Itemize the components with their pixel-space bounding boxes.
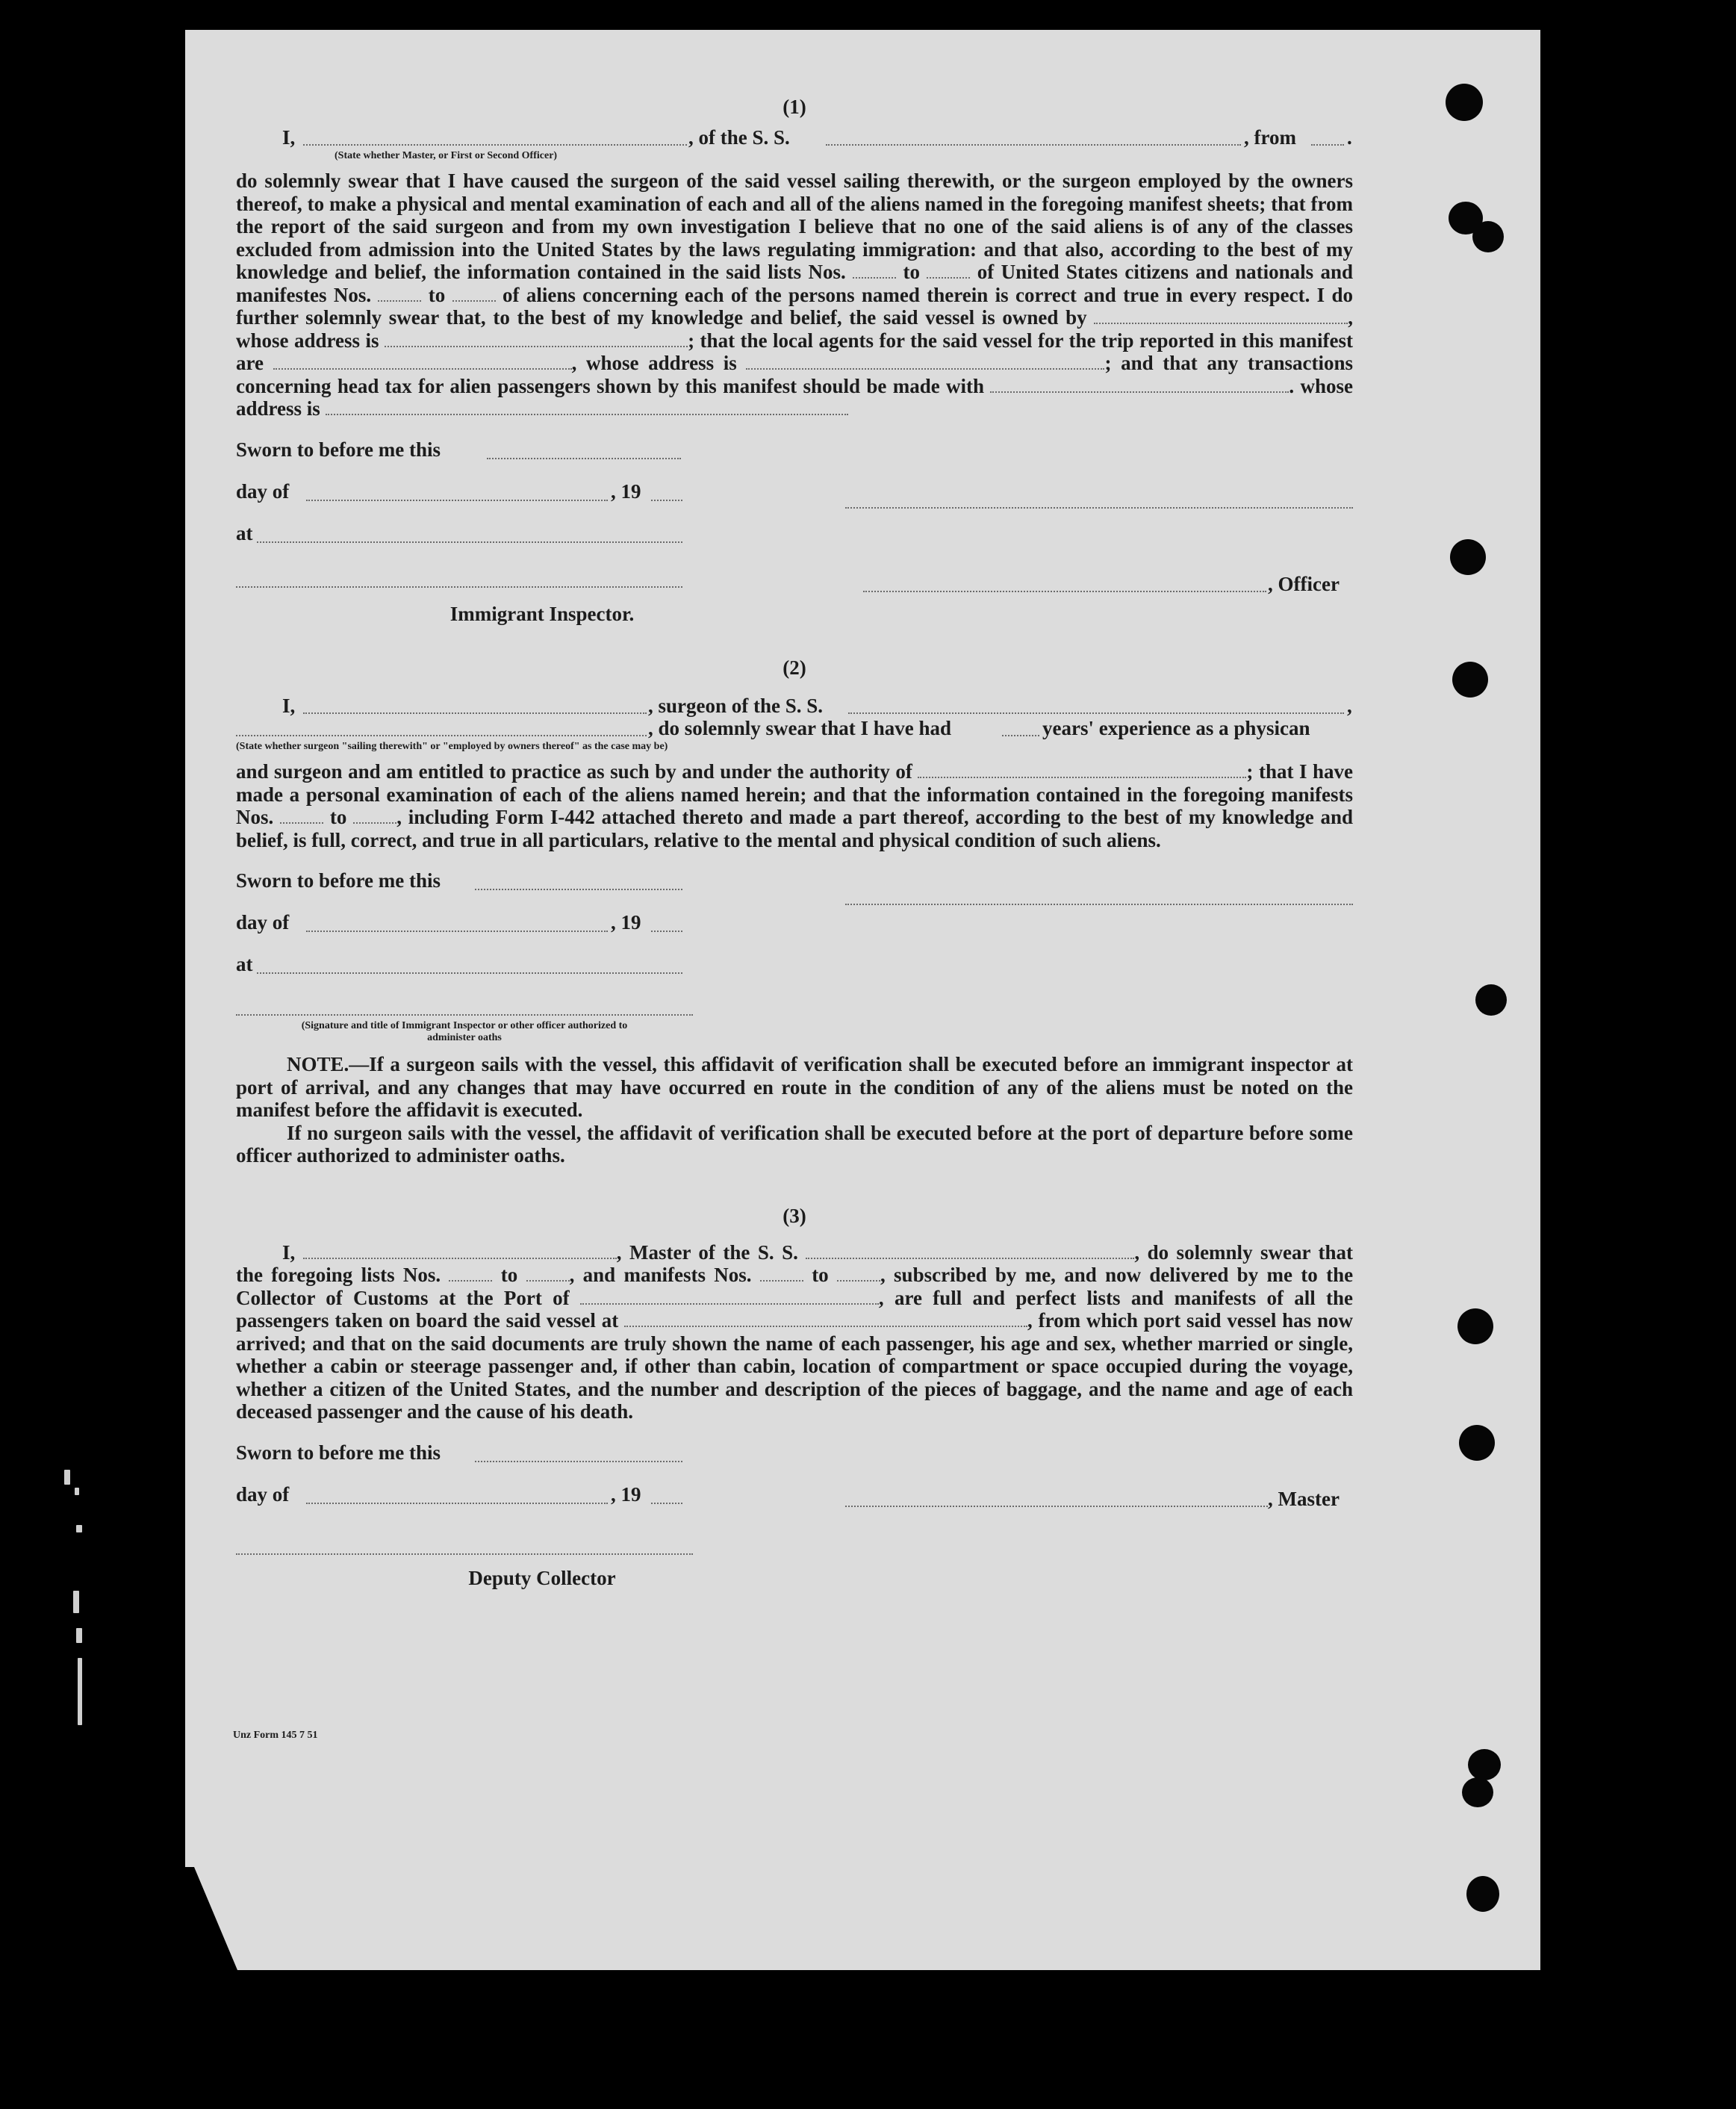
section-3-sworn-block: Sworn to before me this day of , 19 , Master [236, 1441, 1353, 1568]
deputy-collector-label: Deputy Collector [468, 1566, 616, 1589]
note-paragraph-2: If no surgeon sails with the vessel, the affidavit of verification shall be executed before at the port of departure before some officer authorized to administer oaths. [236, 1121, 1353, 1167]
section-2-heading: (2) [783, 656, 806, 679]
section-1-heading: (1) [783, 96, 806, 118]
immigrant-inspector-label: Immigrant Inspector. [449, 602, 635, 625]
master-manifests-to-field[interactable] [837, 1264, 880, 1282]
master-vessel-field[interactable] [806, 1241, 1134, 1259]
section-1-body: do solemnly swear that I have caused the surgeon of the said vessel sailing therewith, or the surgeon employed by the owners thereof, to make a physical and mental examination of each and all of the aliens named in the foregoing manifest sheets; that from the report of the said surgeon and from my own investigation I believe that no one of the said aliens is of any of the classes excluded from admission into the United States by the laws regulating immigration: and that also, according to the best of my knowledge and belief, the information contained in the said lists Nos. to of United States citizens and nationals and manifestes Nos. to of aliens concerning each of the persons named therein is correct and true in every respect. I do further solemnly swear that, to the best of my knowledge and belief, the said vessel is owned by , whose address is ; that the local agents for the said vessel for the trip reported in this manifest are , whose address is ; and that any transactions concerning head tax for alien passengers shown by this manifest should be made with . whose address is [236, 170, 1354, 420]
local-agents-field[interactable] [273, 352, 572, 370]
section-2-line1: I, , surgeon of the S. S. , [282, 695, 1352, 717]
punch-hole [1468, 1749, 1501, 1780]
master-signature-line[interactable] [845, 1504, 1268, 1507]
surgeon-name-field[interactable] [303, 711, 647, 714]
master-sworn-year-field[interactable] [651, 1501, 682, 1504]
surgeon-sworn-year-field[interactable] [651, 929, 682, 932]
master-name-field[interactable] [303, 1241, 617, 1259]
officer-signature-line[interactable] [845, 506, 1353, 509]
scan-mark [78, 1658, 82, 1725]
scan-mark [64, 1470, 70, 1485]
affidavit-form [236, 96, 1353, 1589]
sworn-year-field[interactable] [651, 498, 682, 501]
lists-to-field[interactable] [927, 261, 970, 279]
manifests-to-field[interactable] [452, 284, 496, 302]
master-lists-to-field[interactable] [526, 1264, 570, 1282]
surgeon-sworn-at-field[interactable] [257, 971, 682, 974]
sworn-day-field[interactable] [487, 456, 681, 459]
vessel-name-field[interactable] [826, 143, 1241, 146]
surgeon-status-field[interactable] [236, 733, 647, 736]
scan-mark [75, 1488, 79, 1495]
head-tax-address-field[interactable] [326, 397, 848, 415]
section-2-line2: , do solemnly swear that I have had years' experience as a physican [236, 717, 1353, 739]
deputy-collector-signature-line[interactable] [236, 1552, 693, 1555]
surgeon-sworn-month-field[interactable] [306, 929, 608, 932]
scan-mark [76, 1628, 82, 1643]
master-sworn-month-field[interactable] [306, 1501, 608, 1504]
section-3-body: I, , Master of the S. S. , do solemnly swear that the foregoing lists Nos. to , and manifests Nos. to , subscribed by me, and now delivered by me to the Collector of Customs at the Port of , are full and perfect lists and manifests of all the passengers taken on board the said vessel at , from which port said vessel has now arrived; and that on the said documents are truly shown the name of each passenger, his age and sex, whether married or single, whether a cabin or steerage passenger and, if other than cabin, location of compartment or space occupied during the voyage, whether a citizen of the United States, and the number and description of the pieces of baggage, and the name and age of each deceased passenger and the cause of his death. [236, 1240, 1354, 1423]
surgeon-vessel-field[interactable] [848, 711, 1344, 714]
punch-hole [1462, 1777, 1493, 1807]
section-1-sworn-block: Sworn to before me this day of , 19 at , Officer [236, 438, 1353, 603]
lists-from-field[interactable] [853, 261, 896, 279]
punch-hole [1466, 1876, 1499, 1912]
owner-field[interactable] [1094, 306, 1348, 324]
punch-hole [1450, 539, 1486, 575]
officer-name-field[interactable] [303, 143, 687, 146]
section-1-line1: I, , of the S. S. , from . [282, 126, 1352, 149]
surgeon-sworn-day-field[interactable] [475, 887, 682, 890]
section-3-heading: (3) [783, 1204, 806, 1227]
oath-officer-label: (Signature and title of Immigrant Inspector or other officer authorized to administer oaths [301, 1020, 628, 1043]
officer-type-sublabel: (State whether Master, or First or Second Officer) [335, 150, 558, 161]
owner-address-field[interactable] [385, 329, 688, 347]
port-of-departure-field[interactable] [624, 1309, 1027, 1327]
master-lists-from-field[interactable] [449, 1264, 492, 1282]
surgeon-signature-line[interactable] [845, 902, 1353, 905]
surgeon-manifests-to-field[interactable] [353, 806, 396, 824]
master-manifests-from-field[interactable] [760, 1264, 803, 1282]
note-paragraph-1: NOTE.—If a surgeon sails with the vessel, this affidavit of verification shall be executed before an immigrant inspector at port of arrival, and any changes that may have occurred en route in the condition of any of the aliens must be noted on the manifest before the affidavit is executed. [236, 1053, 1353, 1121]
sworn-month-field[interactable] [306, 498, 608, 501]
oath-officer-signature-line[interactable] [236, 1013, 693, 1016]
scan-mark [76, 1525, 82, 1532]
authority-field[interactable] [918, 760, 1246, 778]
scan-mark [73, 1591, 79, 1613]
agents-address-field[interactable] [746, 352, 1104, 370]
inspector-signature-line[interactable] [236, 585, 682, 588]
punch-hole [1459, 1425, 1495, 1461]
from-port-field[interactable] [1311, 143, 1344, 146]
form-number: Unz Form 145 7 51 [233, 1730, 318, 1741]
punch-hole [1457, 1308, 1493, 1344]
manifests-from-field[interactable] [378, 284, 421, 302]
punch-hole [1446, 84, 1483, 121]
punch-hole [1472, 221, 1504, 252]
master-sworn-day-field[interactable] [475, 1459, 682, 1462]
surgeon-status-sublabel: (State whether surgeon "sailing therewith" or "employed by owners thereof" as the case may be) [236, 741, 668, 752]
surgeon-manifests-from-field[interactable] [280, 806, 323, 824]
section-2-sworn-block: Sworn to before me this day of , 19 at [236, 869, 1353, 1016]
punch-hole [1452, 662, 1488, 698]
head-tax-field[interactable] [990, 375, 1289, 393]
sworn-at-field[interactable] [257, 540, 682, 543]
punch-hole [1475, 984, 1507, 1016]
port-field[interactable] [580, 1287, 879, 1305]
years-experience-field[interactable] [1002, 733, 1039, 736]
officer-title-line[interactable] [863, 589, 1266, 592]
section-2-body: and surgeon and am entitled to practice as such by and under the authority of ; that I have made a personal examination of each of the aliens named herein; and that the information contained in the foregoing manifests Nos. to , including Form I-442 attached thereto and made a part thereof, according to the best of my knowledge and belief, is full, correct, and true in all particulars, relative to the mental and physical condition of such aliens. [236, 760, 1354, 851]
